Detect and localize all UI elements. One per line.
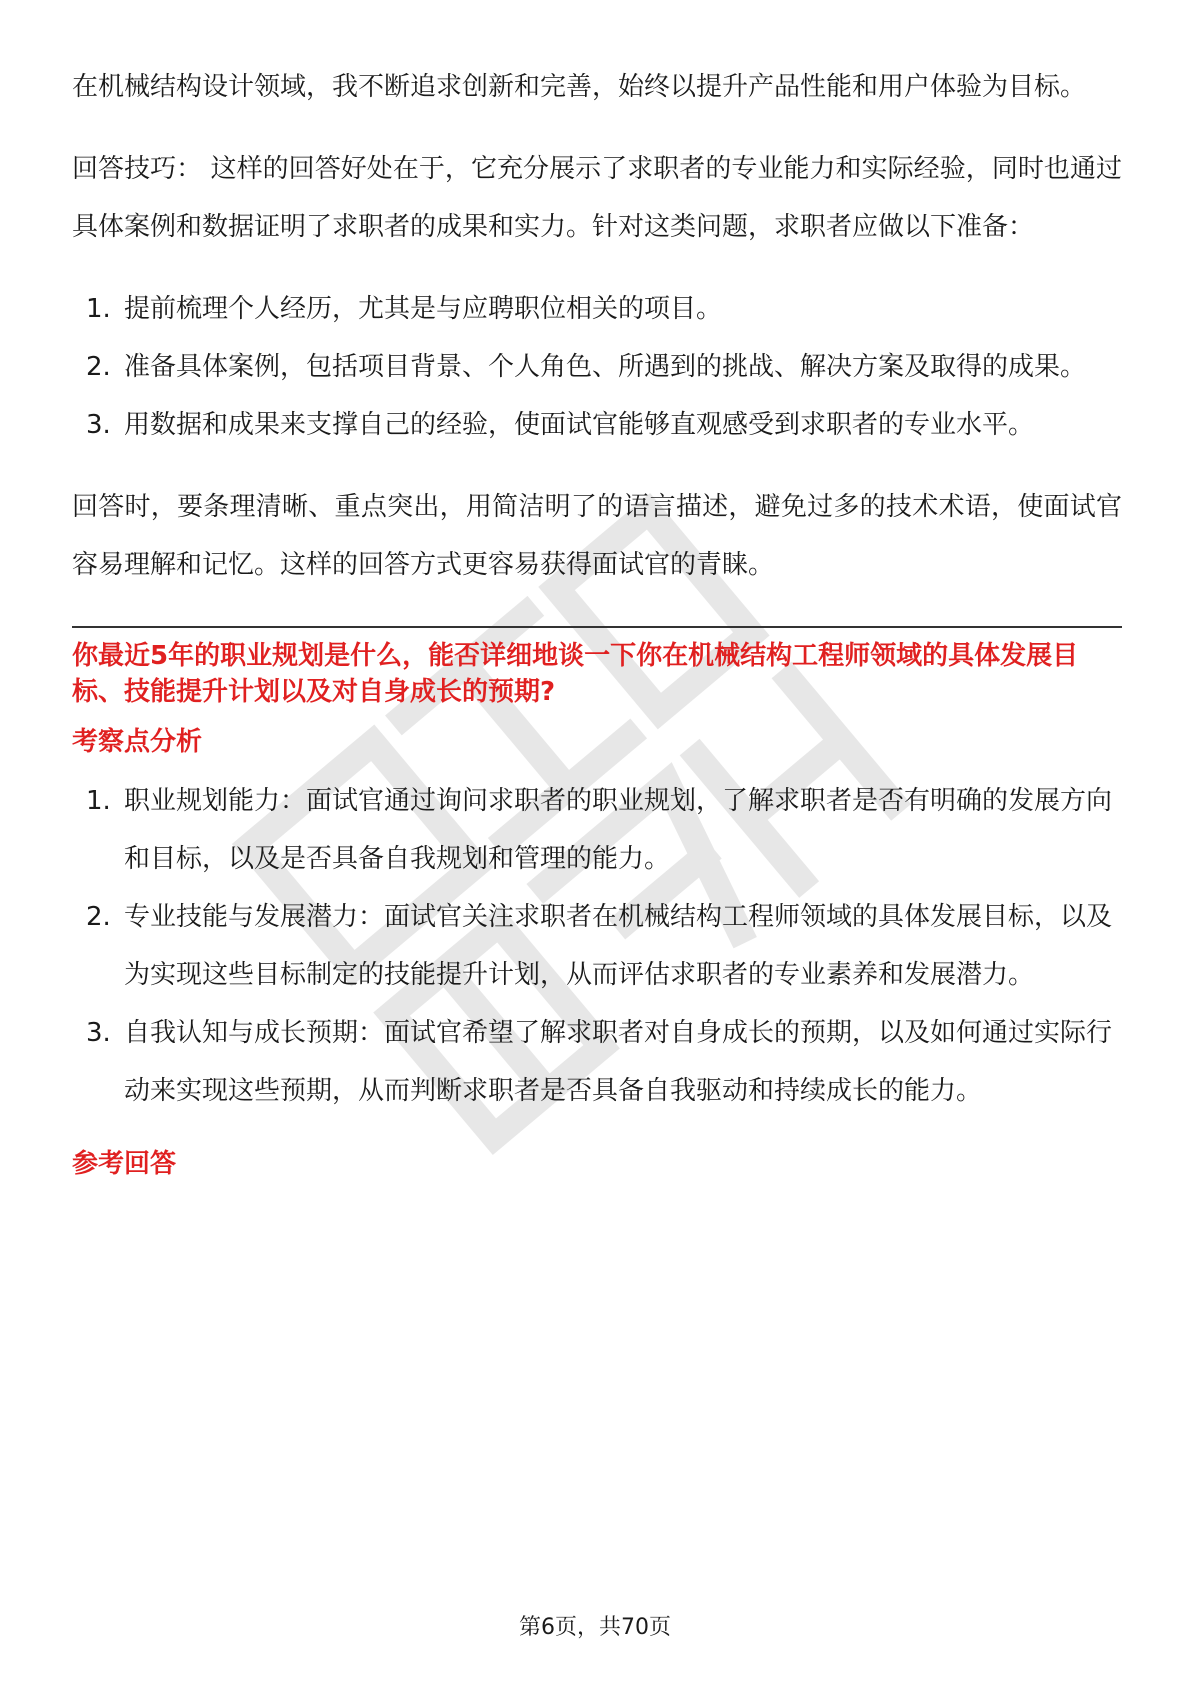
list-item [72,772,1122,888]
reference-heading: 参考回答 [72,1149,177,1179]
page-footer: 第6页，共70页 [519,1615,671,1640]
closing-paragraph: 回答时，要条理清晰、重点突出，用简洁明了的语言描述，避免过多的技术术语，使面试官容易理解和记忆。这样的回答方式更容易获得面试官的青睐。 [72,492,1122,580]
list-number: 1. [86,294,111,324]
list-text: 提前梳理个人经历，尤其是与应聘职位相关的项目。 [124,294,723,324]
prep-list [72,280,1122,454]
list-text: 用数据和成果来支撑自己的经验，使面试官能够直观感受到求职者的专业水平。 [124,410,1035,440]
list-item [72,280,1122,338]
analysis-heading: 考察点分析 [72,727,203,757]
list-number: 1. [86,786,111,816]
list-item [72,338,1122,396]
intro-paragraph: 在机械结构设计领域，我不断追求创新和完善，始终以提升产品性能和用户体验为目标。 [72,72,1087,102]
list-text: 职业规划能力：面试官通过询问求职者的职业规划，了解求职者是否有明确的发展方向和目标，以及是否具备自我规划和管理的能力。 [124,786,1113,874]
list-text: 专业技能与发展潜力：面试官关注求职者在机械结构工程师领域的具体发展目标，以及为实现这些目标制定的技能提升计划，从而评估求职者的专业素养和发展潜力。 [124,902,1113,990]
list-number: 2. [86,902,111,932]
section-divider [72,626,1122,628]
list-item [72,888,1122,1004]
list-number: 2. [86,352,111,382]
document-page [72,58,1122,1194]
list-number: 3. [86,410,111,440]
tips-paragraph: 回答技巧： 这样的回答好处在于，它充分展示了求职者的专业能力和实际经验，同时也通过具体案例和数据证明了求职者的成果和实力。针对这类问题，求职者应做以下准备： [72,154,1122,242]
list-number: 3. [86,1018,111,1048]
list-item [72,396,1122,454]
list-item [72,1004,1122,1120]
list-text: 自我认知与成长预期：面试官希望了解求职者对自身成长的预期，以及如何通过实际行动来实现这些预期，从而判断求职者是否具备自我驱动和持续成长的能力。 [124,1018,1113,1106]
analysis-list [72,772,1122,1120]
question-heading: 你最近5年的职业规划是什么，能否详细地谈一下你在机械结构工程师领域的具体发展目标、技能提升计划以及对自身成长的预期? [72,641,1079,707]
list-text: 准备具体案例，包括项目背景、个人角色、所遇到的挑战、解决方案及取得的成果。 [124,352,1087,382]
